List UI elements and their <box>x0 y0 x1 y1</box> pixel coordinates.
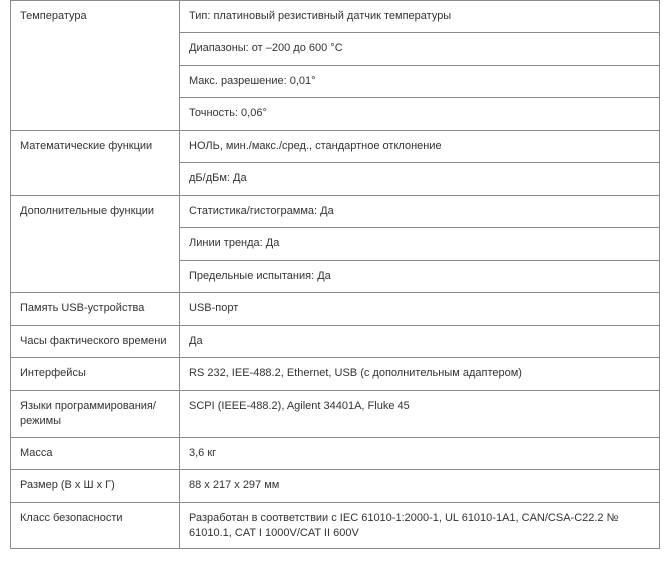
spec-value: 88 x 217 x 297 мм <box>180 470 660 503</box>
spec-value: Да <box>180 326 660 358</box>
spec-value: 3,6 кг <box>180 438 660 470</box>
spec-row-extra <box>11 196 660 228</box>
spec-label: Класс безопасности <box>11 503 180 549</box>
spec-label: Память USB-устройства <box>11 293 180 326</box>
spec-label: Языки программирования/ режимы <box>11 391 180 438</box>
spec-value: Макс. разрешение: 0,01° <box>180 66 660 98</box>
spec-label: Интерфейсы <box>11 358 180 391</box>
spec-value: Диапазоны: от –200 до 600 °C <box>180 33 660 66</box>
spec-row-usb <box>11 293 660 326</box>
spec-value: Точность: 0,06° <box>180 98 660 131</box>
spec-value: SCPI (IEEE-488.2), Agilent 34401A, Fluke 45 <box>180 391 660 438</box>
spec-value: Линии тренда: Да <box>180 228 660 261</box>
spec-row-temperature <box>11 1 660 33</box>
spec-label: Масса <box>11 438 180 470</box>
spec-row-mass <box>11 438 660 470</box>
spec-row-clock <box>11 326 660 358</box>
spec-value: Тип: платиновый резистивный датчик температуры <box>180 1 660 33</box>
specifications-body <box>11 1 660 549</box>
spec-row-math <box>11 131 660 163</box>
spec-value: НОЛЬ, мин./макс./сред., стандартное отклонение <box>180 131 660 163</box>
spec-value: RS 232, IEE-488.2, Ethernet, USB (с дополнительным адаптером) <box>180 358 660 391</box>
spec-row-safety <box>11 503 660 549</box>
spec-label: Температура <box>11 1 180 131</box>
specifications-table <box>10 0 660 549</box>
spec-value: Предельные испытания: Да <box>180 261 660 293</box>
spec-value: Разработан в соответствии с IEC 61010-1:2000-1, UL 61010-1A1, CAN/CSA-C22.2 № 61010.1, CAT I 1000V/CAT II 600V <box>180 503 660 549</box>
spec-label: Математические функции <box>11 131 180 196</box>
spec-value: USB-порт <box>180 293 660 326</box>
spec-row-size <box>11 470 660 503</box>
spec-value: Статистика/гистограмма: Да <box>180 196 660 228</box>
spec-row-languages <box>11 391 660 438</box>
spec-label: Дополнительные функции <box>11 196 180 293</box>
spec-label: Размер (В х Ш х Г) <box>11 470 180 503</box>
spec-label: Часы фактического времени <box>11 326 180 358</box>
spec-row-interfaces <box>11 358 660 391</box>
spec-value: дБ/дБм: Да <box>180 163 660 196</box>
